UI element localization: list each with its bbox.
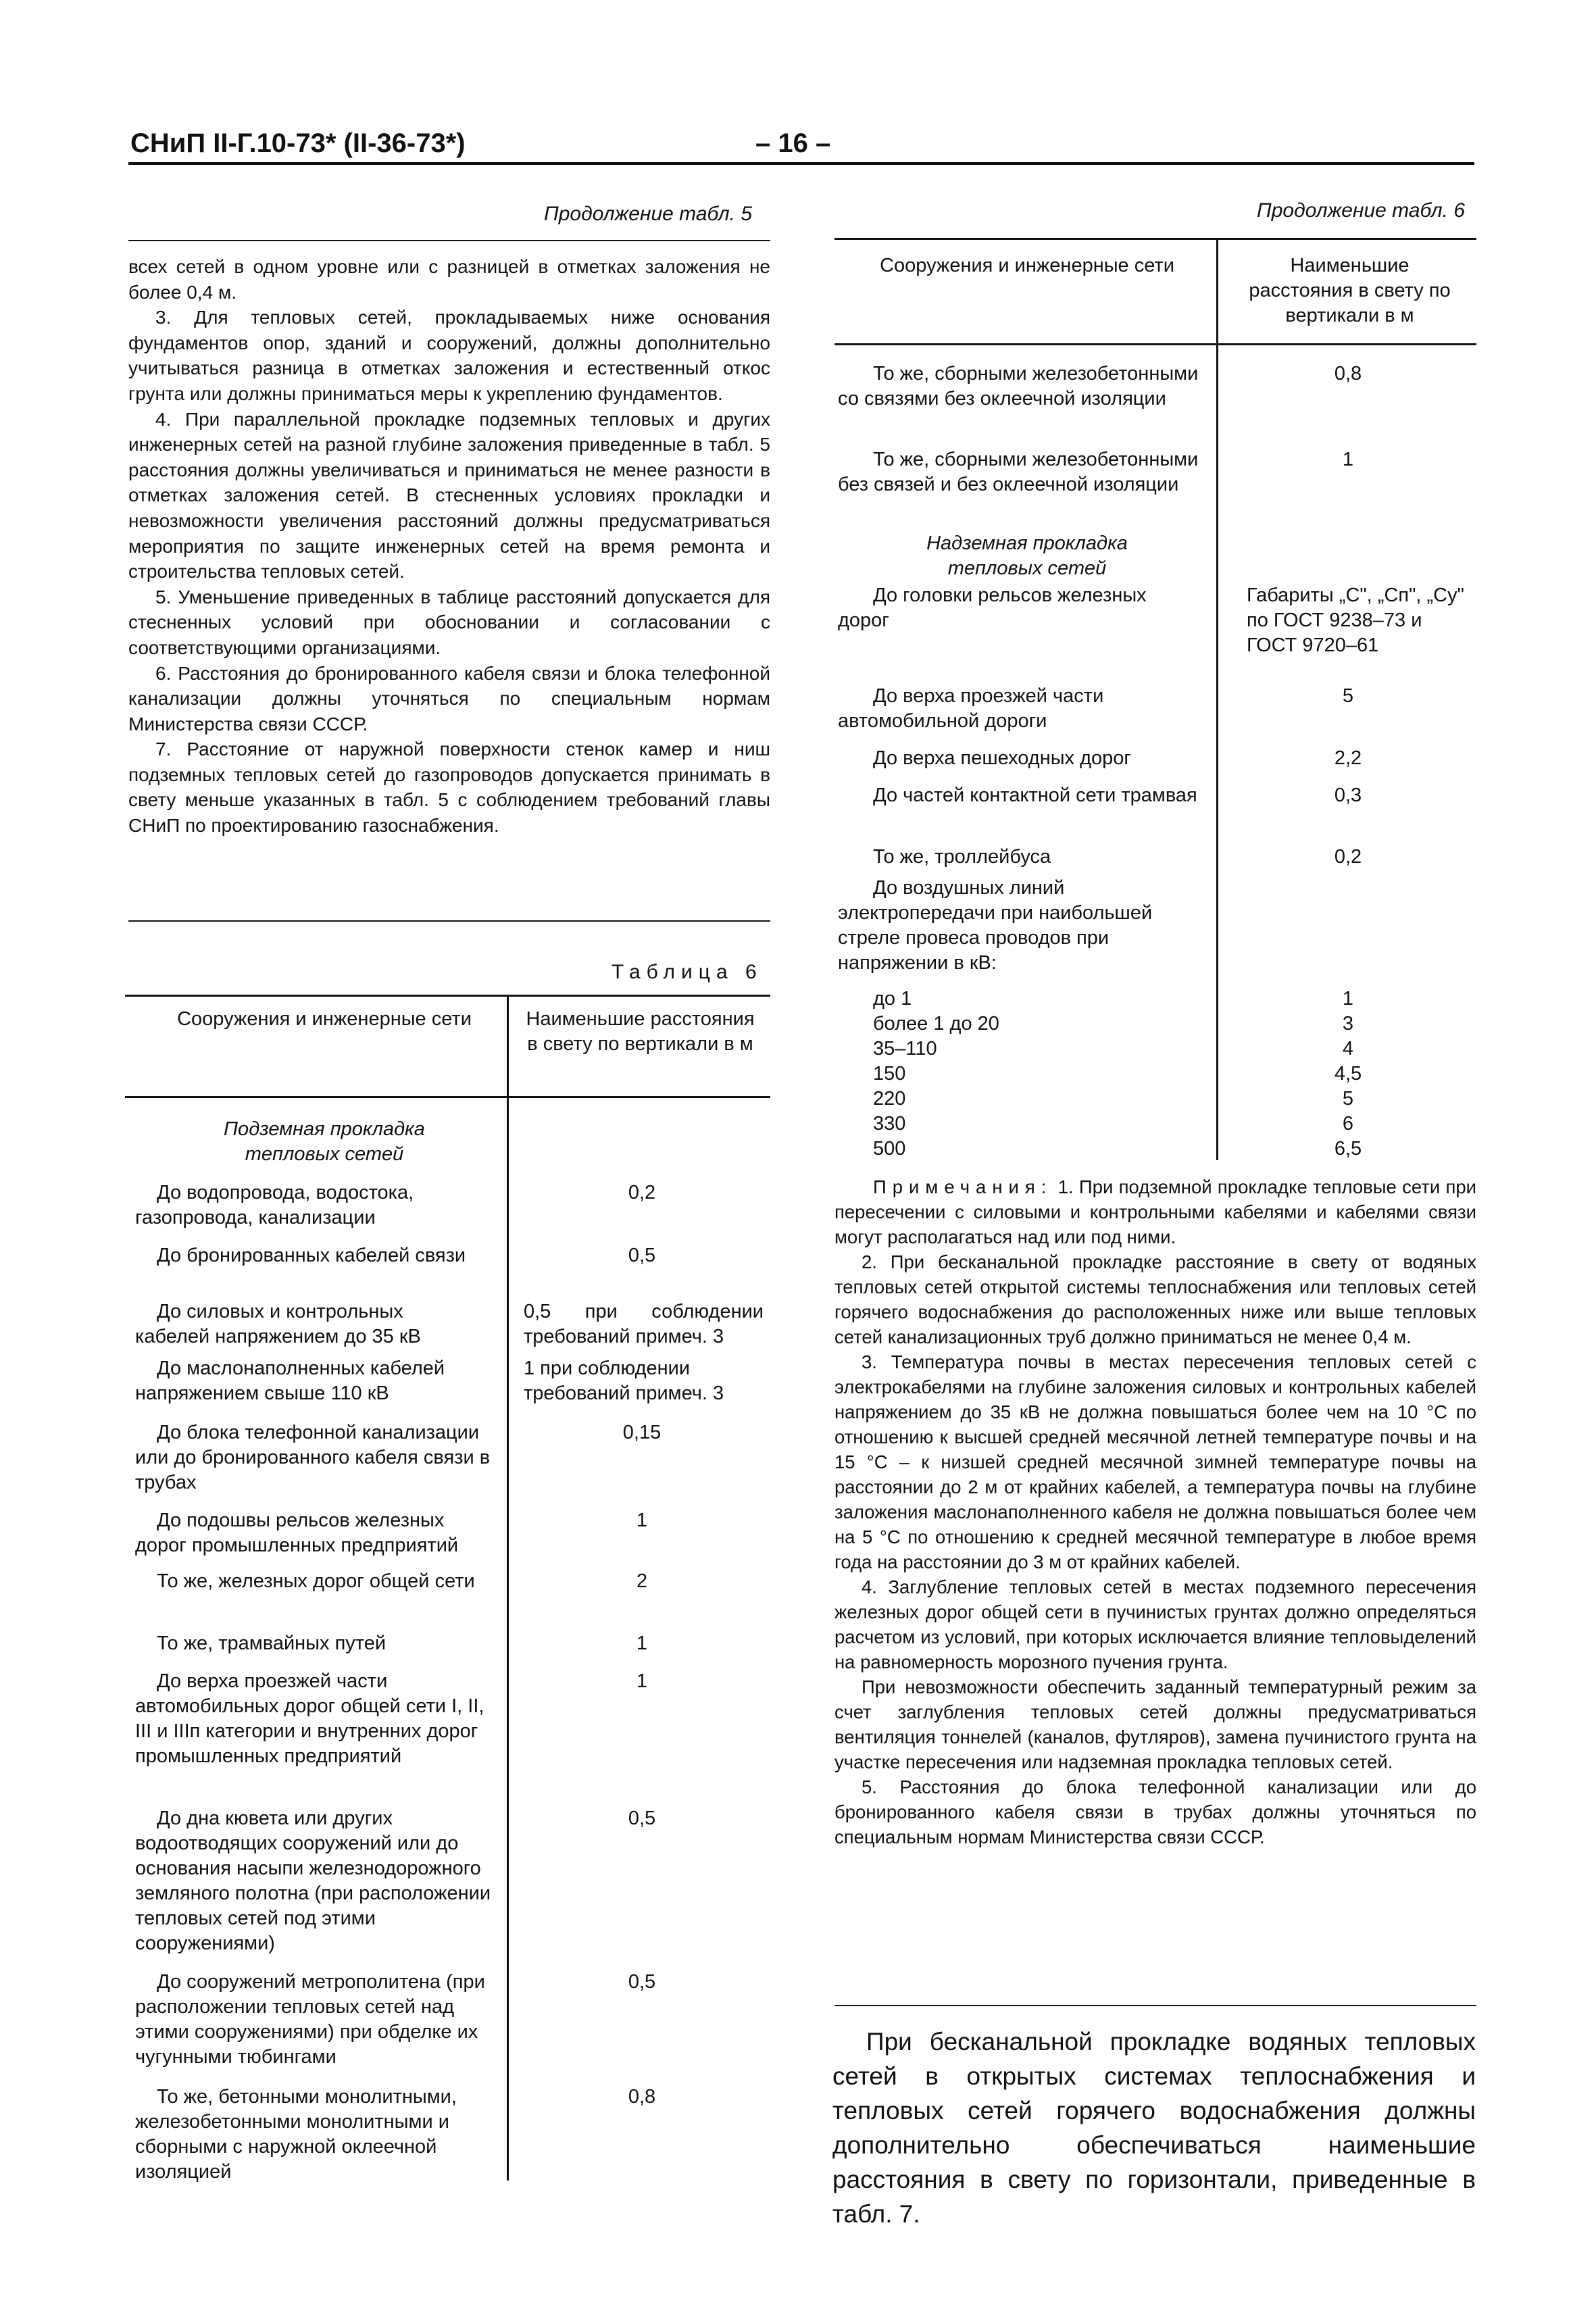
final-paragraph-text: При бесканальной прокладке водяных тепловых сетей в открытых системах теплоснабжения и тепловых сетей горячего водоснабжения должны дополнительно обеспечиваться наименьшие расстояния в свету по горизонтали, приведенные в табл. 7. <box>832 2028 1476 2228</box>
table-top-rule <box>125 995 770 997</box>
note: 4. Заглубление тепловых сетей в местах подземного пересечения железных дорог общей сети в пучинистых грунтах должно определяться расчетом из условий, при которых исключается влияние тепловыделений на равномерность морозного пучения грунта. <box>834 1576 1476 1672</box>
paragraph: 5. Уменьшение приведенных в таблице расстояний допускается для стесненных условий при обосновании и согласовании с соответствующими организациями. <box>128 586 770 658</box>
right-row-name: До воздушных линий электропередачи при наибольшей стреле провеса проводов при напряжении в кВ: <box>838 877 1153 974</box>
table-row-value: 1 <box>636 1510 648 1531</box>
voltage-value: 1 <box>1342 988 1354 1010</box>
table-col1-header: Сооружения и инженерные сети <box>177 1008 472 1030</box>
note: 5. Расстояния до блока телефонной канализации или до бронированного кабеля связи в трубах должны уточняться по специальным нормам Министерства связи СССР. <box>834 1776 1476 1847</box>
table-col2-header: Наименьшие расстояния в свету по вертикали в м <box>526 1008 755 1055</box>
note: При невозможности обеспечить заданный температурный режим за счет заглубления тепловых сетей должны предусматриваться вентиляция тоннелей (каналов, футляров), замена пучинистого грунта на участке пересечения или надземная прокладка тепловых сетей. <box>834 1676 1476 1772</box>
right-section-heading: Надземная прокладка тепловых сетей <box>926 532 1128 579</box>
notes-continuation <box>128 254 770 839</box>
table-title: Таблица 6 <box>612 961 763 983</box>
table-row-value: 0,5 <box>628 1245 656 1266</box>
document-code: СНиП II-Г.10-73* (II-36-73*) <box>130 128 466 158</box>
voltage-value: 5 <box>1342 1088 1354 1110</box>
right-row-value: 0,8 <box>1334 363 1362 384</box>
section-heading: Подземная прокладка тепловых сетей <box>224 1118 425 1165</box>
table-row-value: 0,5 <box>628 1971 656 1993</box>
table-header-rule <box>125 1096 770 1098</box>
right-table-column-divider <box>1216 238 1218 1160</box>
voltage-row: до 1 <box>873 988 912 1010</box>
table-row-name: До сооружений метрополитена (при расположении тепловых сетей над этими сооружениями) при обделке их чугунными тюбингами <box>135 1971 485 2068</box>
right-row-name: То же, сборными железобетонными без связей и без оклеечной изоляции <box>838 449 1199 495</box>
paragraph: 4. При параллельной прокладке подземных тепловых и других инженерных сетей на разной глубине заложения приведенные в табл. 5 расстояния должны увеличиваться и приниматься не менее разности в отметках заложения сетей. В стесненных условиях прокладки и невозможности увеличения расстояний должны предусматриваться мероприятия по защите инженерных сетей на время ремонта и строительства тепловых сетей. <box>128 408 770 582</box>
table-row-name: До водопровода, водостока, газопровода, канализации <box>135 1182 414 1228</box>
right-row-value: 0,2 <box>1334 846 1362 868</box>
table-row-value: 0,8 <box>628 2086 656 2108</box>
voltage-value: 4 <box>1342 1038 1354 1060</box>
notes-label: Примечания: <box>873 1176 1053 1197</box>
table-row-name: До верха проезжей части автомобильных дорог общей сети I, II, III и IIIп категории и внутренних дорог промышленных предприятий <box>135 1670 484 1767</box>
right-row-name: То же, троллейбуса <box>873 846 1051 868</box>
voltage-value: 4,5 <box>1334 1063 1362 1085</box>
left-mid-rule <box>128 920 770 922</box>
notes-end-rule <box>834 2005 1476 2006</box>
voltage-row: 35–110 <box>873 1038 937 1060</box>
table-row-name: До подошвы рельсов железных дорог промышленных предприятий <box>135 1510 459 1556</box>
table-column-divider <box>507 995 509 2181</box>
table-row-name: До бронированных кабелей связи <box>157 1245 466 1266</box>
right-row-name: До головки рельсов железных дорог <box>838 584 1147 631</box>
note: 3. Температура почвы в местах пересечения тепловых сетей с электрокабелями на глубине заложения силовых и контрольных кабелей напряжением до 35 кВ не должна повышаться более чем на 10 °С по отношению к высшей средней месячной летней температуре почвы и на 15 °С – к низшей средней месячной зимней температуре почвы на расстоянии до 2 м от крайних кабелей, а температура почвы на глубине заложения маслонаполненного кабеля не должна повышаться более чем на 5 °С по отношению к средней месячной температуре в любое время года на расстоянии до 3 м от крайних кабелей. <box>834 1351 1476 1572</box>
voltage-value: 3 <box>1342 1013 1354 1035</box>
right-col1-header: Сооружения и инженерные сети <box>880 255 1174 276</box>
table-row-name: До силовых и контрольных кабелей напряжением до 35 кВ <box>135 1301 421 1347</box>
paragraph: 3. Для тепловых сетей, прокладываемых ниже основания фундаментов опор, зданий и сооружений, должны дополнительно учитываться разница в отметках заложения и естественный откос грунта или должны приниматься меры к укреплению фундаментов. <box>128 307 770 404</box>
note: 2. При бесканальной прокладке расстояние в свету от водяных тепловых сетей открытой системы теплоснабжения или тепловых сетей горячего водоснабжения до расположенных ниже или выше тепловых сетей канализационных труб должно приниматься не менее 0,4 м. <box>834 1251 1476 1347</box>
table-row-value: 1 <box>636 1633 648 1654</box>
voltage-row: 150 <box>873 1063 906 1085</box>
left-top-rule <box>128 240 770 241</box>
right-row-value: 2,2 <box>1334 747 1362 769</box>
page-number: – 16 – <box>755 128 831 158</box>
header-rule <box>128 162 1474 165</box>
right-col2-header: Наименьшие расстояния в свету по вертикали в м <box>1249 255 1451 326</box>
table-row-name: То же, трамвайных путей <box>157 1633 386 1654</box>
table-row-value: 1 <box>636 1670 648 1692</box>
voltage-value: 6,5 <box>1334 1138 1362 1160</box>
paragraph: всех сетей в одном уровне или с разницей в отметках заложения не более 0,4 м. <box>128 256 770 303</box>
right-row-name: До частей контактной сети трамвая <box>873 785 1197 806</box>
table-notes <box>834 1174 1476 1849</box>
paragraph: 6. Расстояния до бронированного кабеля связи и блока телефонной канализации должны уточняться по специальным нормам Министерства связи СССР. <box>128 662 770 735</box>
final-paragraph <box>832 2024 1476 2231</box>
paragraph: 7. Расстояние от наружной поверхности стенок камер и ниш подземных тепловых сетей до газопроводов допускается принимать в свету меньше указанных в табл. 5 с соблюдением требований главы СНиП по проектированию газоснабжения. <box>128 739 770 837</box>
table-row-name: То же, железных дорог общей сети <box>157 1570 475 1592</box>
right-row-name: До верха проезжей части автомобильной дороги <box>838 685 1104 732</box>
table-row-value: 1 при соблюдении требований примеч. 3 <box>524 1358 724 1404</box>
note: 1. При подземной прокладке тепловые сети при пересечении с силовыми и контрольными кабелями и кабелями связи могут располагаться над или под ними. <box>834 1176 1477 1247</box>
table-row-value: 0,5 <box>628 1808 656 1829</box>
table-row-value: 0,2 <box>628 1182 656 1203</box>
right-row-name: До верха пешеходных дорог <box>873 747 1131 769</box>
right-row-value: 1 <box>1342 449 1354 470</box>
right-table-header-rule <box>834 343 1476 345</box>
table-row-value: 0,15 <box>622 1422 662 1443</box>
table-row-name: То же, бетонными монолитными, железобетонными монолитными и сборными с наружной оклеечной изоляцией <box>135 2086 457 2183</box>
right-row-value: Габариты „С", „Сп", „Су" по ГОСТ 9238–73 и ГОСТ 9720–61 <box>1247 584 1464 656</box>
right-continuation-label: Продолжение табл. 6 <box>1257 199 1465 222</box>
voltage-row: 500 <box>873 1138 906 1160</box>
table-row-value: 2 <box>636 1570 648 1592</box>
right-row-value: 0,3 <box>1334 785 1362 806</box>
table-row-name: До дна кювета или других водоотводящих сооружений или до основания насыпи железнодорожного земляного полотна (при расположении тепловых сетей под этими сооружениями) <box>135 1808 491 1954</box>
right-row-name: То же, сборными железобетонными со связями без оклеечной изоляции <box>838 363 1199 409</box>
table-row-name: До маслонаполненных кабелей напряжением свыше 110 кВ <box>135 1358 445 1404</box>
left-continuation-label: Продолжение табл. 5 <box>544 203 752 225</box>
voltage-value: 6 <box>1342 1113 1354 1135</box>
table-row-name: До блока телефонной канализации или до бронированного кабеля связи в трубах <box>135 1422 491 1493</box>
voltage-row: более 1 до 20 <box>873 1013 999 1035</box>
voltage-row: 330 <box>873 1113 906 1135</box>
right-table-top-rule <box>834 238 1476 240</box>
table-row-value: 0,5 при соблюдении требований примеч. 3 <box>524 1301 764 1347</box>
right-row-value: 5 <box>1342 685 1354 707</box>
voltage-row: 220 <box>873 1088 906 1110</box>
